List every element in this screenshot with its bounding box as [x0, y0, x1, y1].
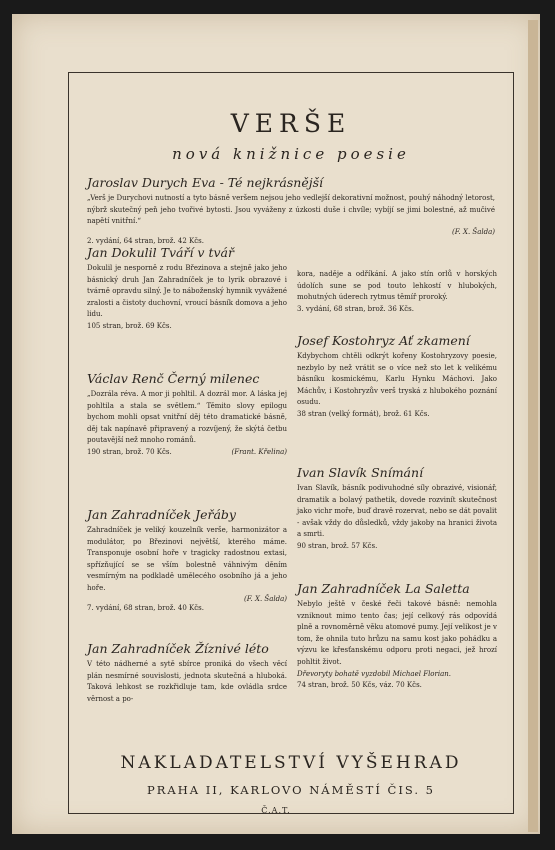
book-heading: Jan Dokulil Tváří v tvář: [87, 245, 234, 260]
book-info-row: [87, 447, 287, 459]
series-subtitle: nová knižnice poesie: [172, 145, 410, 163]
book-info: 3. vydání, 68 stran, brož. 36 Kčs.: [297, 304, 414, 313]
publisher-address: PRAHA II, KARLOVO NÁMĚSTÍ ČIS. 5: [147, 783, 435, 797]
book-description: Zahradníček je veliký kouzelník verše, harmonizátor a modulátor, po Březinovi největší, kterého máme. Transponuje osobní hoře v tragicky radostnou extasi, spřízňující se se vším bolestně váhnivým děním vesmírným na podkladě umělecého osobního já a jeho hoře.: [87, 526, 287, 592]
printer-mark: Č.A.T.: [261, 806, 291, 815]
book-info: 105 stran, brož. 69 Kčs.: [87, 321, 172, 330]
book-description: Dokulil je nesporně z rodu Březinova a stejně jako jeho básnický druh Jan Zahradníček je to lyrik obrazové i tvárně opravdu silný. Je to náboženský hymnik vyvážené zralosti a čistoty duchovní, vroucí básník domova a jeho lidu.: [87, 264, 287, 319]
book-info: 2. vydání, 64 stran, brož. 42 Kčs.: [87, 236, 204, 245]
book-heading: Josef Kostohryz Ať zkamení: [297, 333, 470, 348]
book-entry-la-saletta: [297, 581, 497, 692]
book-description: Ivan Slavík, básník podivuhodné síly obrazivé, visionář, dramatik a bolavý pathetik, dovede rozvinít skutečnost jako vichr moře, buď dravě rozervat, nebo se dát povalit - avšak vždy do důsledků, vždy jakoby na hranici života a smrti.: [297, 484, 497, 539]
book-entry-at-zkameni: [297, 333, 497, 421]
book-heading: Jan Zahradníček La Saletta: [297, 581, 470, 596]
book-description: Nebylo ještě v české řeči takové básně: nemohla vzniknout mimo tento čas; její celkový rás odpovídá plně a rovnoměrně věku atomové pumy. Její velikost je v tom, že ohnila tuto hrůzu na samu kost jako pohádku a výzvu ke křesťanskému odporu proti negaci, jež hrozí pohltit život.: [297, 600, 497, 666]
illustration-credit: Dřevoryty bohatě vyzdobil Michael Florian.: [297, 669, 452, 678]
cover-frame: [68, 72, 514, 814]
book-description: kora, naděje a odříkání. A jako stín orlů v horských údolích sune se pod touto lehkostí v hlubokých, mohutných úderech rytmus těmíř proroký.: [297, 270, 497, 302]
book-heading: Jan Zahradníček Žíznivé léto: [87, 641, 269, 656]
book-heading: Václav Renč Černý milenec: [87, 371, 260, 386]
book-info: 38 stran (velký formát), brož. 61 Kčs.: [297, 409, 430, 418]
book-heading: Jaroslav Durych Eva - Té nejkrásnější: [87, 175, 324, 190]
book-entry-tvari: [87, 245, 287, 333]
book-heading: Ivan Slavík Snímání: [297, 465, 424, 480]
book-description: „Verš je Durychovi nutností a tyto básně veršem nejsou jeho vedlejší dekorativní možnost, pouhý náhodný letorost, nýbrž skutečný peň jeho tvořivé bytosti. Jsou vyváženy z úzkosti duše i chvíle; vybíjí se jimi bolestné, až mučivé napětí vnitřní.“: [87, 194, 495, 226]
book-entry-snimani: [297, 465, 497, 553]
book-info: 90 stran, brož. 57 Kčs.: [297, 541, 378, 550]
book-entry-ziznive-leto-continued: [297, 269, 497, 315]
book-heading: Jan Zahradníček Jeřáby: [87, 507, 236, 522]
book-entry-ziznive-leto: [87, 641, 287, 705]
book-info: 7. vydání, 68 stran, brož. 40 Kčs.: [87, 603, 204, 612]
book-entry-eva: [87, 175, 495, 247]
book-info: 190 stran, brož. 70 Kčs.: [87, 447, 172, 456]
book-description: Kdybychom chtěli odkrýt kořeny Kostohryzovy poesie, nezbylo by než vrátit se o více než sto let k velikému básníku kosmickému, Karlu Hynku Máchovi. Jako Máchův, i Kostohryzův verš tryská z hlubokého poznání osudu.: [297, 352, 497, 407]
book-entry-cerny-milenec: [87, 371, 287, 459]
book-description: „Dozrála réva. A mor ji pohltil. A dozrál mor. A láska jej pohltila a stala se světlem.“ Těmito slovy epilogu bychom mohli opsat vnitřní děj této dramatické básně, děj tak napínavě připravený a rozvíjený, že skýtá četbu poutavější než mnoho románů.: [87, 390, 287, 445]
quote-attribution: (F. X. Šalda): [452, 227, 495, 236]
quote-attribution: (Frant. Křelina): [231, 447, 287, 456]
book-back-cover: [12, 14, 540, 834]
cover-edge: [528, 20, 538, 832]
book-description: V této nádherné a sytě sbírce proniká do všech věcí plán nesmírné souvislosti, jednota skutečná a hluboká. Taková lehkost se rozkřidluje tam, kde ovládla srdce věrnost a po-: [87, 660, 287, 703]
series-title: VERŠE: [230, 109, 352, 138]
quote-attribution: (F. X. Šalda): [244, 594, 287, 603]
book-info: 74 stran, brož. 50 Kčs, váz. 70 Kčs.: [297, 681, 422, 690]
publisher-name: NAKLADATELSTVÍ VYŠEHRAD: [120, 753, 462, 773]
book-entry-jeraby: [87, 507, 287, 614]
